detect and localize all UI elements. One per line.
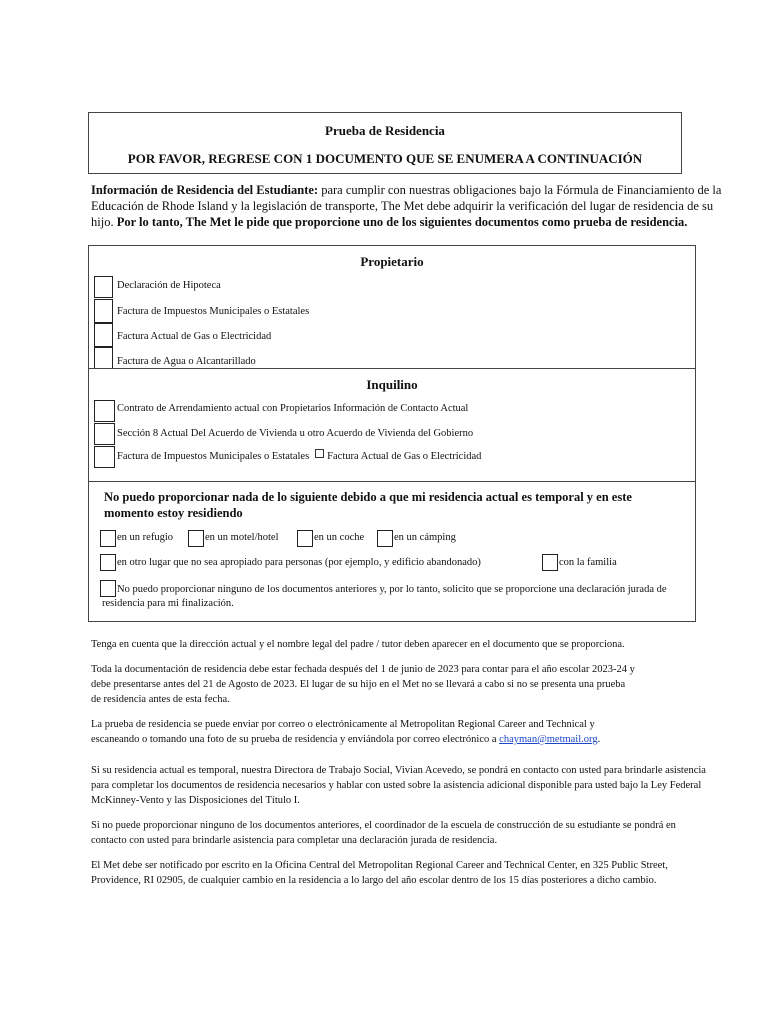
family-label: con la familia xyxy=(559,557,617,568)
intro-paragraph xyxy=(91,182,731,230)
tenant-section-title: Inquilino xyxy=(366,377,418,392)
shelter-checkbox[interactable] xyxy=(100,530,116,547)
camping-label: en un cámping xyxy=(394,532,456,543)
owner-option-label: Factura de Impuestos Municipales o Estatales xyxy=(117,306,310,317)
motel-label: en un motel/hotel xyxy=(205,532,279,543)
tenant-option-label xyxy=(117,449,481,462)
owner-checkbox-gas[interactable] xyxy=(94,323,113,347)
temporary-residence-section xyxy=(88,481,696,622)
header-box xyxy=(88,112,682,174)
car-checkbox[interactable] xyxy=(297,530,313,547)
owner-option-label: Factura Actual de Gas o Electricidad xyxy=(117,331,272,342)
owner-option-label: Factura de Agua o Alcantarillado xyxy=(117,356,256,367)
tenant-option-label: Contrato de Arrendamiento actual con Propietarios Información de Contacto Actual xyxy=(117,403,469,414)
tenant-checkbox-gas[interactable] xyxy=(315,449,324,458)
owner-checkbox-mortgage[interactable] xyxy=(94,276,113,298)
tenant-section xyxy=(88,368,696,482)
tenant-tax-label: Factura de Impuestos Municipales o Estatales xyxy=(117,451,310,462)
temporary-section-title: No puedo proporcionar nada de lo siguiente debido a que mi residencia actual es temporal y en este momento estoy residiendo xyxy=(104,490,632,520)
owner-checkbox-water[interactable] xyxy=(94,347,113,369)
other-place-label: en otro lugar que no sea apropiado para personas (por ejemplo, y edificio abandonado) xyxy=(117,557,481,568)
submission-end: . xyxy=(597,734,601,745)
notification-paragraph: El Met debe ser notificado por escrito en la Oficina Central del Metropolitan Regional Career and Technical Center, en 325 Public Street, Providence, RI 02905, de cualquier cambio en la residencia a lo largo del año escolar dentro de los 15 días posteriores a dicho cambio. xyxy=(91,860,668,886)
tenant-checkbox-tax[interactable] xyxy=(94,446,115,468)
owner-checkbox-tax[interactable] xyxy=(94,299,113,323)
document-instruction: POR FAVOR, REGRESE CON 1 DOCUMENTO QUE SE ENUMERA A CONTINUACIÓN xyxy=(127,151,643,166)
motel-checkbox[interactable] xyxy=(188,530,204,547)
deadline-paragraph: Toda la documentación de residencia debe estar fechada después del 1 de junio de 2023 para contar para el año escolar 2023-24 y debe presentarse antes del 21 de Agosto de 2023. El lugar de su hijo en el Met no se llevará a cabo si no se presenta una prueba de residencia antes de esta fecha. xyxy=(91,664,635,705)
owner-section-title: Propietario xyxy=(360,254,424,269)
owner-section xyxy=(88,245,696,369)
document-title: Prueba de Residencia xyxy=(325,123,445,138)
owner-option[interactable] xyxy=(94,347,113,369)
submission-text: La prueba de residencia se puede enviar por correo o electrónicamente al Metropolitan Regional Career and Technical y escaneando o tomando una foto de su prueba de residencia y enviándola por correo electrónico a xyxy=(91,719,595,745)
tenant-checkbox-lease[interactable] xyxy=(94,400,115,422)
address-note: Tenga en cuenta que la dirección actual y el nombre legal del padre / tutor deben aparecer en el documento que se proporciona. xyxy=(91,639,625,650)
intro-tail: Por lo tanto, The Met le pide que proporcione uno de los siguientes documentos como prueba de residencia. xyxy=(116,215,688,229)
intro-lead: Información de Residencia del Estudiante: xyxy=(91,183,319,197)
tenant-gas-label: Factura Actual de Gas o Electricidad xyxy=(327,451,482,462)
submission-paragraph xyxy=(91,717,636,747)
family-checkbox[interactable] xyxy=(542,554,558,571)
camping-checkbox[interactable] xyxy=(377,530,393,547)
intro-text: para cumplir con nuestras obligaciones bajo la Fórmula de Financiamiento de la Educación de Rhode Island y la legislación de transporte, The Met debe adquirir la verificación del lugar de residencia de su hijo. xyxy=(91,183,722,229)
tenant-checkbox-section8[interactable] xyxy=(94,423,115,445)
coordinator-paragraph: Si no puede proporcionar ninguno de los documentos anteriores, el coordinador de la escuela de construcción de su estudiante se pondrá en contacto con usted para brindarle asistencia para completar una declaración jurada de residencia. xyxy=(91,820,676,846)
email-link[interactable]: chayman@metmail.org xyxy=(499,734,598,745)
shelter-label: en un refugio xyxy=(117,532,173,543)
temporary-residence-paragraph: Si su residencia actual es temporal, nuestra Directora de Trabajo Social, Vivian Acevedo, se pondrá en contacto con usted para brindarle asistencia para completar los documentos de residencia necesarios y hablar con usted sobre la asistencia adicional disponible para usted bajo la Ley Federal McKinney-Vento y las Disposiciones del Título I. xyxy=(91,765,706,806)
affidavit-label: No puedo proporcionar ninguno de los documentos anteriores y, por lo tanto, solicito que se proporcione una declaración jurada de residencia para mi finalización. xyxy=(102,584,667,609)
car-label: en un coche xyxy=(314,532,365,543)
owner-option-label: Declaración de Hipoteca xyxy=(117,280,221,291)
tenant-option-label: Sección 8 Actual Del Acuerdo de Vivienda u otro Acuerdo de Vivienda del Gobierno xyxy=(117,428,474,439)
other-place-checkbox[interactable] xyxy=(100,554,116,571)
